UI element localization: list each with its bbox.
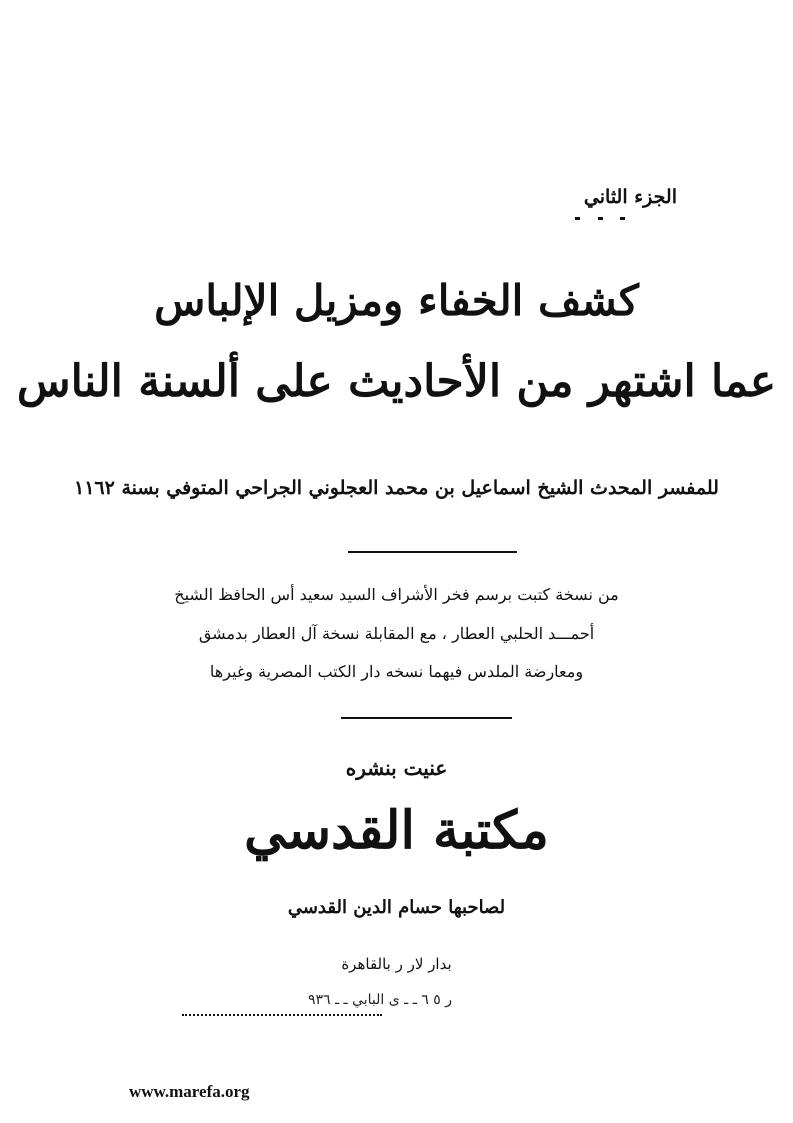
publisher-name: مكتبة القدسي <box>244 800 549 861</box>
edition-note-line-1: من نسخة كتبت برسم فخر الأشراف السيد سعيد أس الحافظ الشيخ <box>174 585 619 604</box>
publisher-owner: لصاحبها حسام الدين القدسي <box>287 897 506 918</box>
volume-label: الجزء الثاني <box>583 186 677 208</box>
printer-underline <box>182 1014 382 1016</box>
website-link[interactable]: www.marefa.org <box>129 1082 250 1101</box>
author-line: للمفسر المحدث الشيخ اسماعيل بن محمد العجلوني الجراحي المتوفي بسنة ١١٦٢ <box>74 477 719 499</box>
book-title-line-1: كشف الخفاء ومزيل الإلباس <box>154 276 639 325</box>
publisher-intro: عنيت بنشره <box>345 756 448 780</box>
divider-top <box>348 551 517 553</box>
edition-note-line-3: ومعارضة الملدس فيهما نسخه دار الكتب المصرية وغيرها <box>209 662 584 681</box>
volume-underline-dashes <box>575 217 625 223</box>
book-title-line-2: عما اشتهر من الأحاديث على ألسنة الناس <box>16 356 777 407</box>
edition-note-line-2: أحمـــد الحلبي العطار ، مع المقابلة نسخة آل العطار بدمشق <box>198 624 595 643</box>
publisher-city: بدار لار ر بالقاهرة <box>341 955 452 973</box>
printer-line: ر ٥ ٦ ـ ـ ى البابي ـ ـ ٩٣٦ <box>307 992 453 1008</box>
divider-bottom <box>341 717 512 719</box>
